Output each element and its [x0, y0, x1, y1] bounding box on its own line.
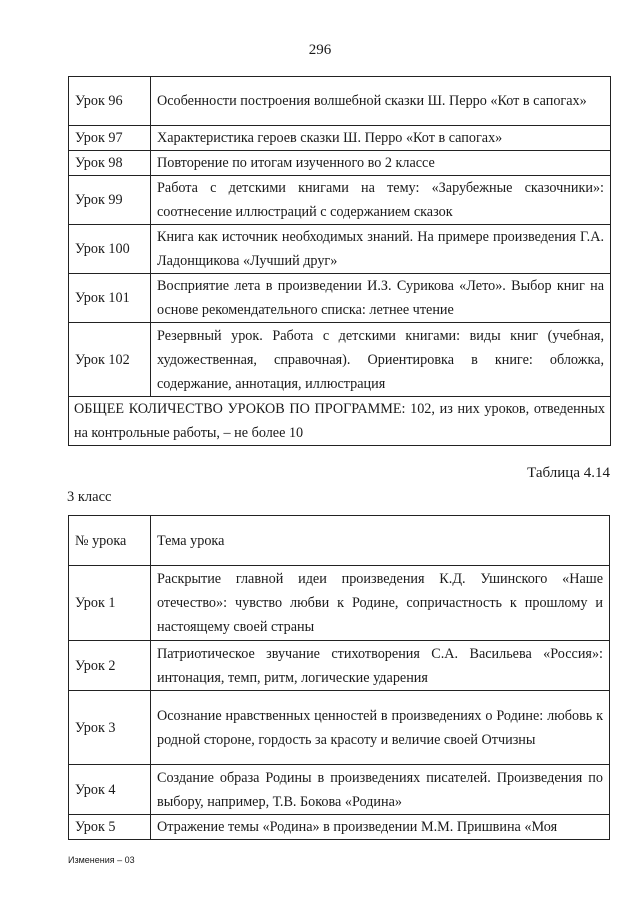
lesson-number: Урок 3: [69, 691, 151, 765]
table-row: [69, 691, 610, 765]
lesson-number: Урок 98: [69, 151, 151, 176]
lessons-table-grade-3: [68, 515, 610, 840]
lesson-number: Урок 102: [69, 323, 151, 397]
lesson-topic: Книга как источник необходимых знаний. На примере произведения Г.А. Ладонщикова «Лучший друг»: [151, 225, 611, 274]
lesson-topic: Раскрытие главной идеи произведения К.Д. Ушинского «Наше отечество»: чувство любви к Родине, сопричастность к прошлому и настоящему своей страны: [151, 566, 610, 641]
lesson-number: Урок 2: [69, 641, 151, 691]
lesson-topic: Характеристика героев сказки Ш. Перро «Кот в сапогах»: [151, 126, 611, 151]
table-row: [69, 566, 610, 641]
table-row: [69, 815, 610, 840]
lessons-table-grade-2: [68, 76, 611, 446]
class-label: 3 класс: [67, 489, 112, 505]
table-row: [69, 151, 611, 176]
lesson-number: Урок 97: [69, 126, 151, 151]
lesson-topic: Восприятие лета в произведении И.З. Сурикова «Лето». Выбор книг на основе рекомендательного списка: летнее чтение: [151, 274, 611, 323]
lesson-topic: Работа с детскими книгами на тему: «Зарубежные сказочники»: соотнесение иллюстраций с содержанием сказок: [151, 176, 611, 225]
total-row: [69, 397, 611, 446]
lesson-number: Урок 5: [69, 815, 151, 840]
table-row: [69, 126, 611, 151]
column-header-lesson: № урока: [69, 516, 151, 566]
table-row: [69, 323, 611, 397]
lesson-topic: Патриотическое звучание стихотворения С.А. Васильева «Россия»: интонация, темп, ритм, логические ударения: [151, 641, 610, 691]
lesson-topic: Особенности построения волшебной сказки Ш. Перро «Кот в сапогах»: [151, 77, 611, 126]
table-row: [69, 225, 611, 274]
lesson-number: Урок 96: [69, 77, 151, 126]
page-number: 296: [308, 42, 332, 58]
lesson-number: Урок 100: [69, 225, 151, 274]
lesson-number: Урок 1: [69, 566, 151, 641]
footer-revision-note: Изменения – 03: [68, 855, 135, 865]
lesson-number: Урок 4: [69, 765, 151, 815]
table-row: [69, 176, 611, 225]
lesson-topic: Повторение по итогам изученного во 2 классе: [151, 151, 611, 176]
lesson-number: Урок 101: [69, 274, 151, 323]
lesson-topic: Создание образа Родины в произведениях писателей. Произведения по выбору, например, Т.В. Бокова «Родина»: [151, 765, 610, 815]
table-row: [69, 77, 611, 126]
table-caption: Таблица 4.14: [527, 465, 610, 481]
table-header-row: [69, 516, 610, 566]
table-row: [69, 765, 610, 815]
lesson-number: Урок 99: [69, 176, 151, 225]
lesson-topic: Осознание нравственных ценностей в произведениях о Родине: любовь к родной стороне, гордость за красоту и величие своей Отчизны: [151, 691, 610, 765]
table-row: [69, 274, 611, 323]
column-header-topic: Тема урока: [151, 516, 610, 566]
total-lessons-note: ОБЩЕЕ КОЛИЧЕСТВО УРОКОВ ПО ПРОГРАММЕ: 102, из них уроков, отведенных на контрольные работы, – не более 10: [69, 397, 611, 446]
table-row: [69, 641, 610, 691]
lesson-topic: Отражение темы «Родина» в произведении М.М. Пришвина «Моя: [151, 815, 610, 840]
lesson-topic: Резервный урок. Работа с детскими книгами: виды книг (учебная, художественная, справочная). Ориентировка в книге: обложка, содержание, аннотация, иллюстрация: [151, 323, 611, 397]
